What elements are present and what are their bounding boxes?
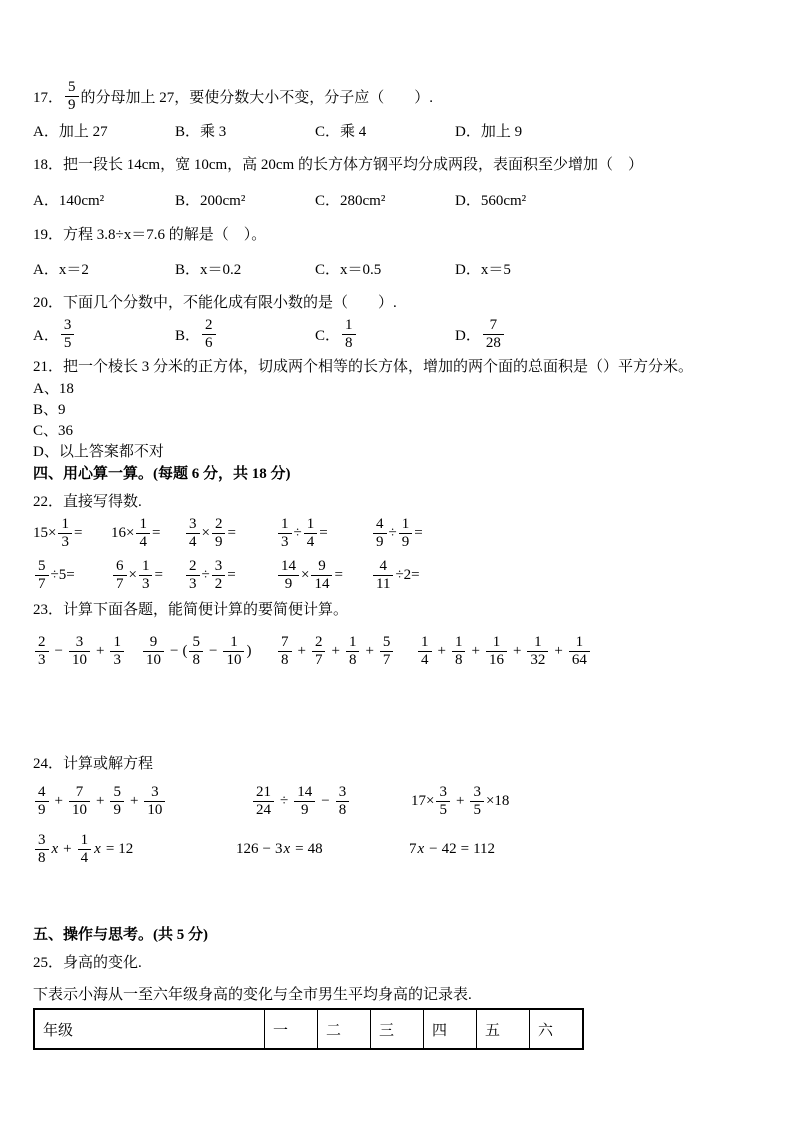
question-24-row-1 [33, 778, 766, 824]
denominator: 7 [35, 575, 49, 593]
math-text: B． [175, 327, 201, 344]
question-22-row-1 [33, 513, 766, 553]
math-equation [236, 841, 409, 858]
numerator: 9 [318, 557, 326, 574]
option: B．乘 3 [175, 124, 227, 140]
option: D．560cm² [455, 193, 527, 209]
numerator: 6 [116, 557, 124, 574]
math-expression [111, 516, 184, 551]
math-expression [184, 516, 276, 551]
height-record-table [33, 1008, 584, 1050]
fraction [278, 516, 292, 551]
denominator: 9 [399, 533, 413, 551]
fraction [569, 634, 590, 669]
math-text: ÷ [388, 524, 397, 541]
math-text: = [319, 524, 328, 541]
variable-x: x [283, 840, 291, 857]
fraction [35, 558, 49, 593]
fraction [486, 634, 507, 669]
fraction [113, 558, 127, 593]
option [175, 317, 315, 352]
fraction [399, 516, 413, 551]
denominator: 3 [139, 575, 153, 593]
question-23-title: 23．计算下面各题，能简便计算的要简便计算。 [33, 602, 349, 618]
math-text: + [512, 642, 522, 659]
math-expression [411, 784, 509, 819]
table-cell: 三 [371, 1009, 424, 1049]
fraction [418, 634, 432, 669]
numerator: 1 [113, 633, 121, 650]
denominator: 9 [212, 533, 226, 551]
denominator: 10 [69, 801, 90, 819]
math-text: ÷5= [50, 566, 75, 583]
denominator: 4 [186, 533, 200, 551]
section-4-heading: 四、用心算一算。(每题 6 分，共 18 分) [33, 466, 291, 482]
math-text: A． [33, 327, 59, 344]
math-text: − [321, 792, 330, 809]
math-text: × [128, 566, 137, 583]
math-text: ÷ [280, 792, 289, 809]
denominator: 7 [113, 575, 127, 593]
numerator: 7 [75, 783, 84, 800]
math-text: + [63, 840, 72, 857]
fraction [342, 317, 356, 352]
numerator: 5 [113, 783, 121, 800]
denominator: 8 [189, 651, 203, 669]
fraction [136, 516, 150, 551]
numerator: 1 [575, 633, 584, 650]
math-text: 15× [33, 524, 57, 541]
math-text: = [105, 840, 115, 857]
fraction [69, 784, 90, 819]
numerator: 3 [338, 783, 347, 800]
question-19-stem: 19．方程 3.8÷x＝7.6 的解是（ ）。 [33, 227, 267, 243]
option: C．280cm² [315, 193, 386, 209]
option [455, 317, 506, 352]
denominator: 6 [202, 334, 216, 352]
math-expression [371, 558, 420, 593]
fraction [186, 516, 200, 551]
denominator: 8 [35, 849, 49, 867]
numerator: 1 [281, 515, 289, 532]
numerator: 5 [38, 557, 46, 574]
question-24-title: 24．计算或解方程 [33, 756, 154, 772]
math-text: + [471, 642, 480, 659]
math-expression [184, 558, 276, 593]
denominator: 3 [35, 651, 49, 669]
numerator: 1 [492, 633, 501, 650]
variable-x: x [417, 840, 425, 857]
numerator: 2 [189, 557, 197, 574]
option [33, 317, 175, 352]
fraction [312, 634, 326, 669]
denominator: 5 [470, 801, 484, 819]
math-equation [409, 841, 495, 858]
numerator: 7 [489, 316, 498, 333]
option: B．x＝0.2 [175, 262, 242, 278]
math-text: + [95, 642, 105, 659]
question-24-row-2 [33, 828, 766, 870]
numerator: 21 [256, 783, 271, 800]
denominator: 3 [278, 533, 292, 551]
numerator: 1 [401, 515, 410, 532]
denominator: 10 [69, 651, 90, 669]
variable-x: x [94, 840, 101, 857]
denominator: 3 [58, 533, 72, 551]
question-20-options [33, 312, 766, 356]
math-text: C． [315, 327, 341, 344]
math-expression [33, 784, 251, 819]
denominator: 2 [212, 575, 226, 593]
fraction [58, 516, 72, 551]
math-text: ( [182, 642, 188, 659]
option: D、以上答案都不对 [33, 444, 164, 460]
question-23-expressions [33, 628, 766, 674]
math-text: D． [455, 327, 481, 344]
numerator: 1 [534, 633, 542, 650]
numerator: 1 [421, 633, 429, 650]
numerator: 14 [281, 557, 296, 574]
math-text: 17． [33, 89, 64, 106]
table-cell: 五 [477, 1009, 530, 1049]
numerator: 5 [68, 78, 76, 95]
table-header-row [34, 1009, 583, 1049]
numerator: 3 [439, 783, 447, 800]
denominator: 9 [35, 801, 49, 819]
fraction [336, 784, 350, 819]
numerator: 1 [345, 316, 353, 333]
denominator: 7 [312, 651, 326, 669]
fraction [483, 317, 504, 352]
fraction [294, 784, 315, 819]
denominator: 9 [65, 96, 79, 114]
numerator: 1 [139, 515, 147, 532]
math-text: 16× [111, 524, 135, 541]
numerator: 3 [38, 831, 46, 848]
math-text: = [414, 524, 423, 541]
option: B．200cm² [175, 193, 246, 209]
fraction [253, 784, 274, 819]
fraction [346, 634, 360, 669]
fraction [35, 832, 49, 867]
fraction [470, 784, 484, 819]
fraction [223, 634, 244, 669]
denominator: 32 [527, 651, 548, 669]
numerator: 7 [281, 633, 289, 650]
math-text: − [54, 642, 63, 659]
math-text: + [365, 642, 374, 659]
fraction [380, 634, 394, 669]
math-expression [371, 516, 423, 551]
fraction [61, 317, 75, 352]
math-text: 126 [236, 840, 259, 857]
fraction [304, 516, 318, 551]
denominator: 8 [346, 651, 360, 669]
numerator: 3 [63, 316, 72, 333]
denominator: 4 [78, 849, 92, 867]
math-expression [276, 516, 371, 551]
math-text: + [54, 792, 63, 809]
denominator: 24 [253, 801, 274, 819]
denominator: 28 [483, 334, 504, 352]
numerator: 1 [454, 633, 463, 650]
fraction [35, 634, 49, 669]
math-text: − [262, 840, 271, 857]
option: D．加上 9 [455, 124, 523, 140]
denominator: 7 [380, 651, 394, 669]
math-text: = [295, 840, 304, 857]
denominator: 5 [61, 334, 75, 352]
numerator: 5 [382, 633, 391, 650]
question-17-options [33, 120, 766, 141]
question-17-stem [33, 76, 766, 116]
fraction [78, 832, 92, 867]
option: C、36 [33, 423, 74, 439]
math-text: − [429, 840, 438, 857]
numerator: 1 [80, 831, 89, 848]
option [315, 317, 455, 352]
numerator: 1 [230, 633, 238, 650]
numerator: 5 [192, 633, 200, 650]
option: A、18 [33, 381, 74, 397]
math-text: 的分母加上 27，要使分数大小不变，分子应（ ）. [80, 89, 434, 106]
denominator: 5 [436, 801, 450, 819]
numerator: 9 [149, 633, 158, 650]
math-text: − [208, 642, 218, 659]
option: A．加上 27 [33, 124, 108, 140]
math-text: 17× [411, 792, 435, 809]
math-text: + [455, 792, 465, 809]
numerator: 3 [75, 633, 84, 650]
question-25-title: 25．身高的变化. [33, 955, 142, 971]
question-22-title: 22．直接写得数. [33, 494, 142, 510]
table-cell: 年级 [34, 1009, 265, 1049]
fraction [212, 516, 226, 551]
denominator: 10 [144, 801, 165, 819]
math-expression [111, 558, 184, 593]
question-19-options [33, 258, 766, 279]
math-text: 112 [473, 840, 496, 857]
denominator: 4 [304, 533, 318, 551]
denominator: 9 [110, 801, 124, 819]
math-text: × [301, 566, 310, 583]
denominator: 3 [186, 575, 200, 593]
fraction [436, 784, 450, 819]
section-5-heading: 五、操作与思考。(共 5 分) [33, 927, 208, 943]
denominator: 64 [569, 651, 590, 669]
numerator: 1 [306, 515, 315, 532]
math-text: ÷ [293, 524, 302, 541]
math-text: = [334, 566, 343, 583]
denominator: 10 [143, 651, 164, 669]
fraction [278, 634, 292, 669]
math-text: = [154, 566, 163, 583]
denominator: 9 [278, 575, 299, 593]
math-text: + [129, 792, 139, 809]
fraction [527, 634, 548, 669]
numerator: 1 [61, 515, 69, 532]
table-cell: 二 [318, 1009, 371, 1049]
numerator: 2 [38, 633, 46, 650]
math-text: = [73, 524, 83, 541]
math-text: + [437, 642, 446, 659]
table-cell: 四 [424, 1009, 477, 1049]
fraction [144, 784, 165, 819]
fraction [143, 634, 164, 669]
denominator: 8 [452, 651, 466, 669]
question-22-row-2 [33, 555, 766, 595]
math-expression [251, 784, 411, 819]
denominator: 4 [136, 533, 150, 551]
fraction [311, 558, 332, 593]
fraction [65, 79, 79, 114]
math-text: 12 [118, 840, 134, 857]
math-expression [141, 634, 276, 669]
fraction [212, 558, 226, 593]
question-25-description: 下表示小海从一至六年级身高的变化与全市男生平均身高的记录表. [33, 987, 472, 1003]
math-text: ÷2= [395, 566, 420, 583]
fraction [35, 784, 49, 819]
fraction [139, 558, 153, 593]
question-20-stem: 20．下面几个分数中，不能化成有限小数的是（ ）. [33, 295, 397, 311]
math-expression [276, 634, 416, 669]
numerator: 2 [205, 316, 213, 333]
math-expression [416, 634, 592, 669]
denominator: 10 [223, 651, 244, 669]
numerator: 4 [379, 557, 387, 574]
math-text: + [331, 642, 340, 659]
question-18-options [33, 189, 766, 210]
numerator: 14 [297, 783, 313, 800]
option: C．乘 4 [315, 124, 367, 140]
fraction [110, 784, 124, 819]
variable-x: x [51, 840, 59, 857]
fraction [189, 634, 203, 669]
numerator: 3 [189, 515, 197, 532]
numerator: 2 [314, 633, 323, 650]
numerator: 3 [214, 557, 223, 574]
fraction [278, 558, 299, 593]
math-text: ×18 [485, 792, 510, 809]
question-21-options [33, 379, 766, 463]
fraction [202, 317, 216, 352]
math-text: ) [246, 642, 252, 659]
denominator: 8 [278, 651, 292, 669]
math-text: = [227, 524, 236, 541]
numerator: 2 [214, 515, 223, 532]
math-expression [276, 558, 371, 593]
numerator: 3 [473, 783, 481, 800]
denominator: 11 [373, 575, 393, 593]
denominator: 9 [294, 801, 315, 819]
denominator: 8 [336, 801, 350, 819]
option: B、9 [33, 402, 66, 418]
numerator: 1 [348, 633, 357, 650]
question-21-stem: 21．把一个棱长 3 分米的正方体，切成两个相等的长方体，增加的两个面的总面积是（）平方分米。 [33, 359, 694, 375]
option: C．x＝0.5 [315, 262, 382, 278]
option: A．140cm² [33, 193, 105, 209]
math-text: = [151, 524, 161, 541]
option: A．x＝2 [33, 262, 89, 278]
math-text: + [95, 792, 105, 809]
denominator: 8 [342, 334, 356, 352]
fraction [452, 634, 466, 669]
denominator: 16 [486, 651, 507, 669]
numerator: 1 [141, 557, 150, 574]
math-text: 42 [441, 840, 457, 857]
fraction [373, 516, 387, 551]
math-text: 7 [409, 840, 417, 857]
table-cell: 六 [530, 1009, 584, 1049]
fraction [373, 558, 393, 593]
math-text: = [460, 840, 470, 857]
option: D．x＝5 [455, 262, 511, 278]
math-expression [33, 558, 111, 593]
math-text: = [227, 566, 236, 583]
table-cell: 一 [265, 1009, 318, 1049]
math-text: − [170, 642, 179, 659]
denominator: 4 [418, 651, 432, 669]
math-text: 48 [307, 840, 323, 857]
denominator: 3 [110, 651, 124, 669]
fraction [110, 634, 124, 669]
denominator: 14 [311, 575, 332, 593]
math-expression [33, 634, 141, 669]
fraction [69, 634, 90, 669]
math-text: 3 [274, 840, 283, 857]
math-text: ÷ [201, 566, 210, 583]
math-expression [33, 516, 111, 551]
numerator: 3 [151, 783, 159, 800]
question-18-stem: 18．把一段长 14cm，宽 10cm，高 20cm 的长方体方钢平均分成两段，表面积至少增加（ ） [33, 157, 643, 173]
denominator: 9 [373, 533, 387, 551]
fraction [186, 558, 200, 593]
math-text: + [297, 642, 306, 659]
numerator: 4 [38, 783, 46, 800]
numerator: 4 [376, 515, 384, 532]
math-text: + [554, 642, 563, 659]
math-text: × [201, 524, 210, 541]
math-equation [33, 832, 236, 867]
